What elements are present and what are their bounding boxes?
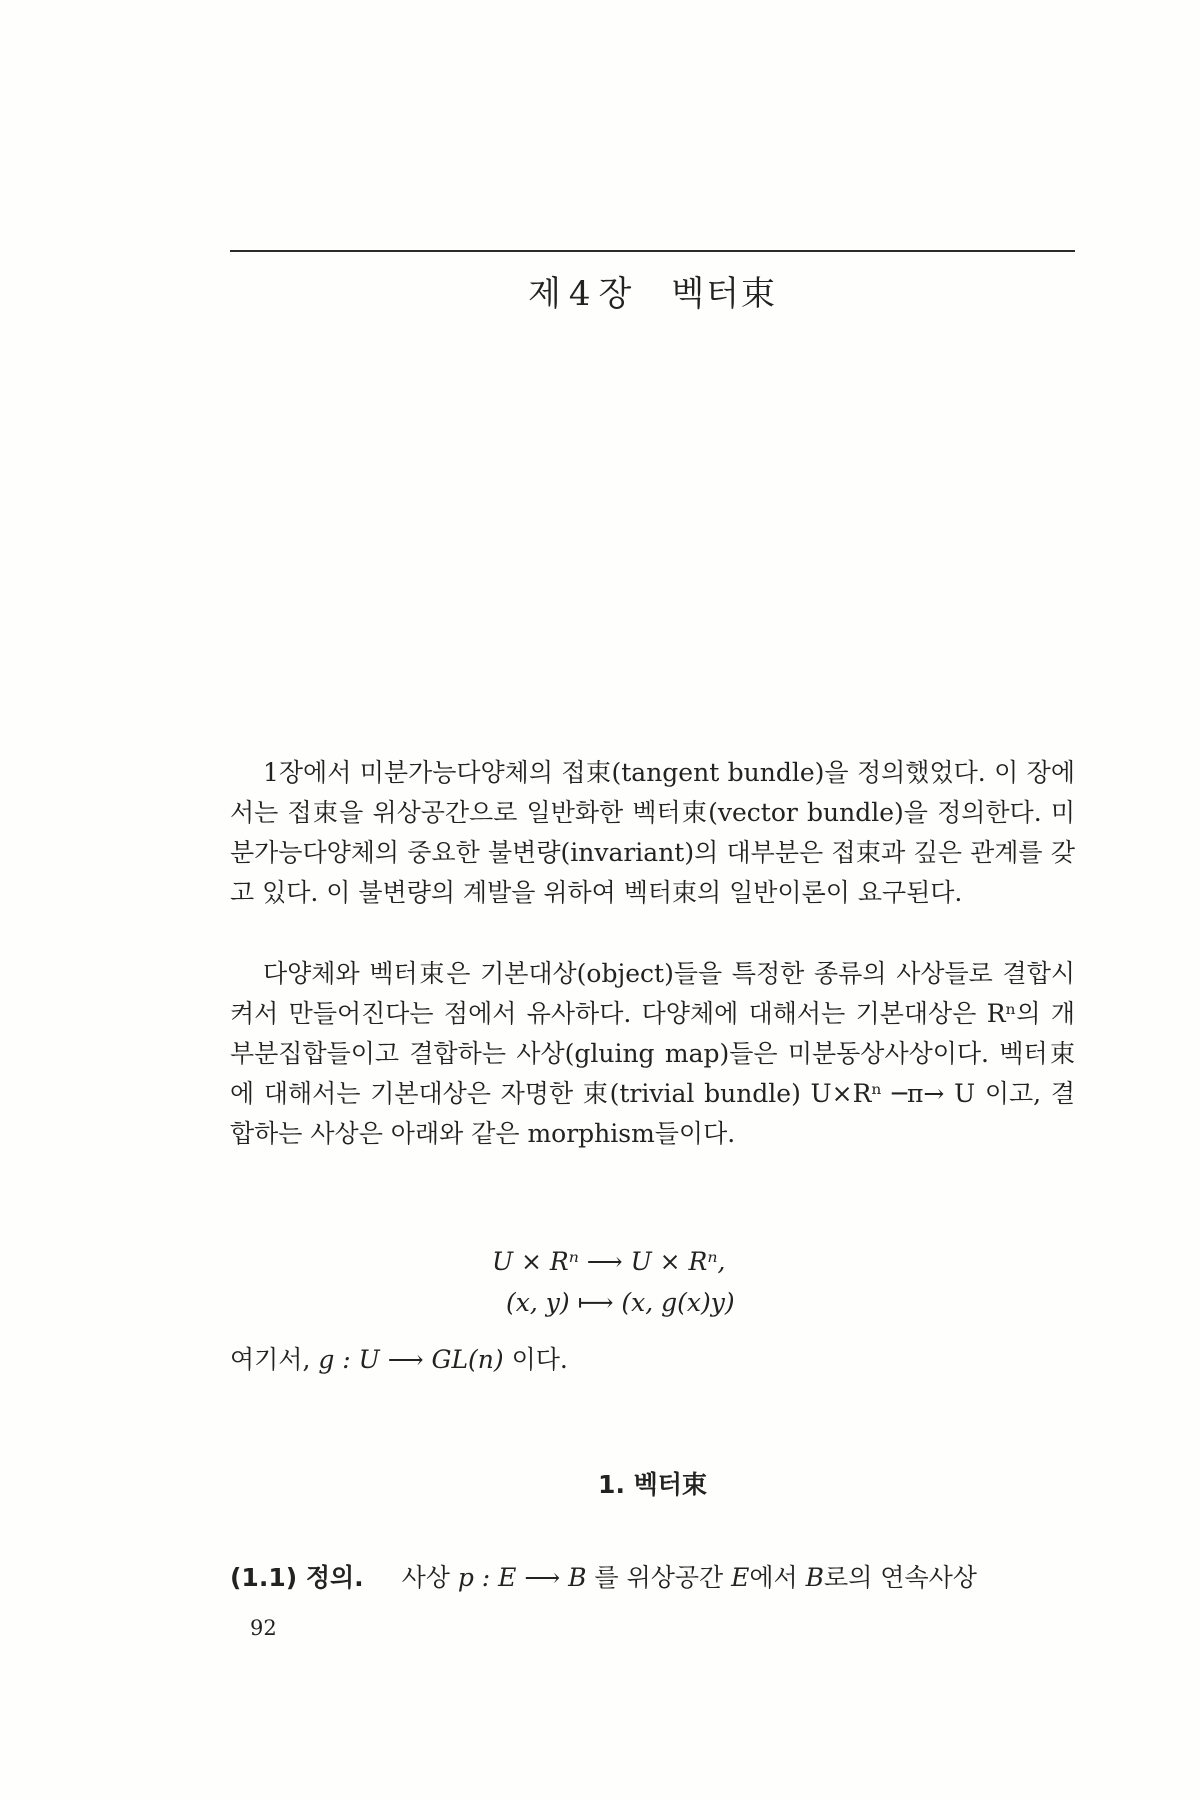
where-prefix: 여기서, bbox=[230, 1345, 311, 1374]
where-math: g : U ⟶ GL(n) bbox=[318, 1345, 504, 1374]
chapter-rule bbox=[230, 250, 1075, 252]
definition-text-1: 사상 bbox=[401, 1563, 450, 1592]
intro-paragraph-1-text: 1장에서 미분가능다양체의 접束(tangent bundle)을 정의했었다. 이 장에서는 접束을 위상공간으로 일반화한 벡터束(vector bundle)을 정의한다. 미분가능다양체의 중요한 불변량(invariant)의 대부분은 접束과 깊은 관계를 갖고 있다. 이 불변량의 계발을 위하여 벡터束의 일반이론이 요구된다. bbox=[230, 758, 1075, 907]
chapter-name: 벡터束 bbox=[671, 274, 778, 314]
equation-line-1: U × Rⁿ ⟶ U × Rⁿ, bbox=[492, 1247, 726, 1276]
where-sentence bbox=[230, 1340, 568, 1376]
where-suffix: 이다. bbox=[511, 1345, 568, 1374]
intro-paragraph-2 bbox=[230, 954, 1075, 1154]
chapter-label-prefix: 제 bbox=[527, 274, 563, 314]
chapter-label-suffix: 장 bbox=[598, 274, 634, 314]
chapter-title bbox=[230, 266, 1075, 315]
section-heading: 1. 벡터束 bbox=[598, 1470, 707, 1499]
definition-math-1: p : E ⟶ B bbox=[457, 1563, 587, 1592]
definition-math-2: E bbox=[731, 1563, 750, 1592]
definition-math-3: B bbox=[805, 1563, 825, 1592]
intro-paragraph-1 bbox=[230, 753, 1075, 913]
definition-line bbox=[230, 1558, 977, 1594]
definition-label: (1.1) 정의. bbox=[230, 1563, 364, 1592]
equation-line-2: (x, y) ⟼ (x, g(x)y) bbox=[506, 1288, 735, 1317]
definition-text-3: 에서 bbox=[749, 1563, 798, 1592]
definition-text-4: 로의 연속사상 bbox=[824, 1563, 977, 1592]
chapter-number: 4 bbox=[568, 274, 593, 314]
definition-text-2: 를 위상공간 bbox=[594, 1563, 724, 1592]
intro-paragraph-2-text: 다양체와 벡터束은 기본대상(object)들을 특정한 종류의 사상들로 결합시켜서 만들어진다는 점에서 유사하다. 다양체에 대해서는 기본대상은 Rⁿ의 개부분집합들이고 결합하는 사상(gluing map)들은 미분동상사상이다. 벡터束에 대해서는 기본대상은 자명한 束(trivial bundle) U×Rⁿ ─π→ U 이고, 결합하는 사상은 아래와 같은 morphism들이다. bbox=[230, 959, 1075, 1148]
page-number: 92 bbox=[250, 1616, 277, 1640]
